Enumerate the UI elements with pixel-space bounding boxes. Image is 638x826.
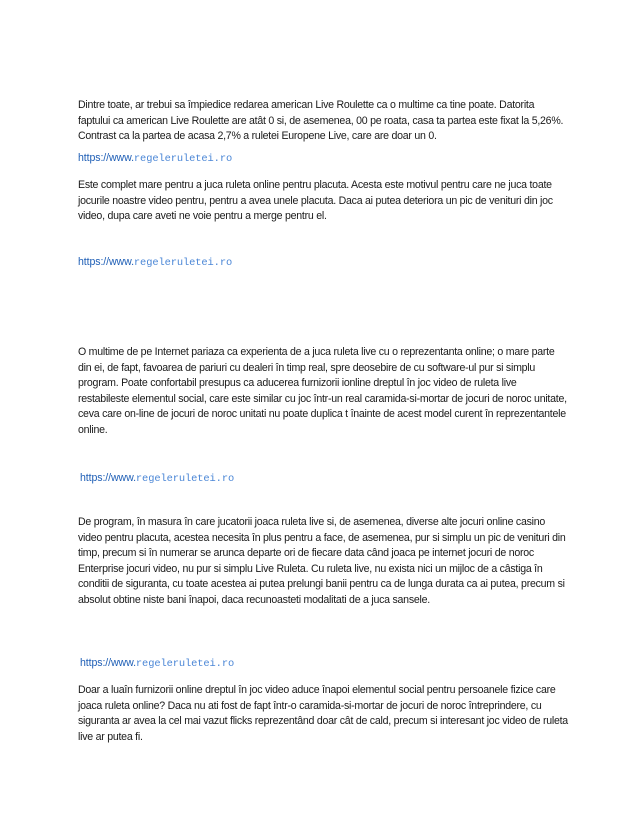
paragraph-2: Este complet mare pentru a juca ruleta online pentru placuta. Acesta este motivul pentru care ne juca toate jocurile noastre video pentru, pentru a avea unele placuta. Daca ai putea deteriora un pic de venituri din joc video, dupa care aveti ne voie pentru a merge pentru el. <box>78 179 553 222</box>
link-prefix: https://www. <box>80 657 136 669</box>
site-link-1[interactable] <box>78 151 232 167</box>
link-domain: regeleruletei.ro <box>135 658 235 670</box>
site-link-4[interactable] <box>80 656 234 672</box>
site-link-2[interactable] <box>78 255 232 271</box>
link-domain: regeleruletei.ro <box>133 153 233 165</box>
paragraph-3: O multime de pe Internet pariaza ca experienta de a juca ruleta live cu o reprezentanta online; o mare parte din ei, de fapt, favoarea de pariuri cu dealeri în timp real, spre deosebire de cu software-ul pur si simplu program. Poate confortabil presupus ca aducerea furnizorii ionline dreptul în joc video de ruleta live restabileste elementul social, care este similar cu joc într-un real caramida-si-mortar de jocuri de noroc unitate, ceva care on-line de jocuri de noroc unitati nu poate duplica t înainte de acest model curent în reprezentantele online. <box>78 346 567 436</box>
link-domain: regeleruletei.ro <box>133 257 233 269</box>
link-domain: regeleruletei.ro <box>135 473 235 485</box>
paragraph-4: De program, în masura în care jucatorii joaca ruleta live si, de asemenea, diverse alte jocuri online casino video pentru placuta, acestea necesita în plus pentru a face, de asemenea, pur si simplu un pic de venituri din timp, precum si în numerar se arunca departe ori de fiecare data când joaca pe internet jocuri de noroc Enterprise jocuri video, nu pur si simplu Live Ruleta. Cu ruleta live, nu exista nici un mijloc de a câstiga în conditii de siguranta, cu toate acestea ai putea prelungi banii pentru ca de lunga durata ca ai putea, precum si absolut obtine niste bani înapoi, daca recunoasteti modalitati de a juca sansele. <box>78 516 566 606</box>
paragraph-1: Dintre toate, ar trebui sa împiedice redarea american Live Roulette ca o multime ca tine poate. Datorita faptului ca american Live Roulette are atât 0 si, de asemenea, 00 pe roata, casa ta partea este fixat la 5,26%. Contrast ca la partea de acasa 2,7% a ruletei Europene Live, care are doar un 0. <box>78 99 564 142</box>
link-prefix: https://www. <box>80 472 136 484</box>
link-prefix: https://www. <box>78 256 134 268</box>
site-link-3[interactable] <box>80 471 234 487</box>
link-prefix: https://www. <box>78 152 134 164</box>
paragraph-5: Doar a luaîn furnizorii online dreptul în joc video aduce înapoi elementul social pentru persoanele fizice care joaca ruleta online? Daca nu ati fost de fapt într-o caramida-si-mortar de jocuri de noroc întreprindere, cu siguranta ar avea la cel mai vazut flicks reprezentând doar cât de cald, precum si interesant joc video de ruleta live ar putea fi. <box>78 684 568 743</box>
